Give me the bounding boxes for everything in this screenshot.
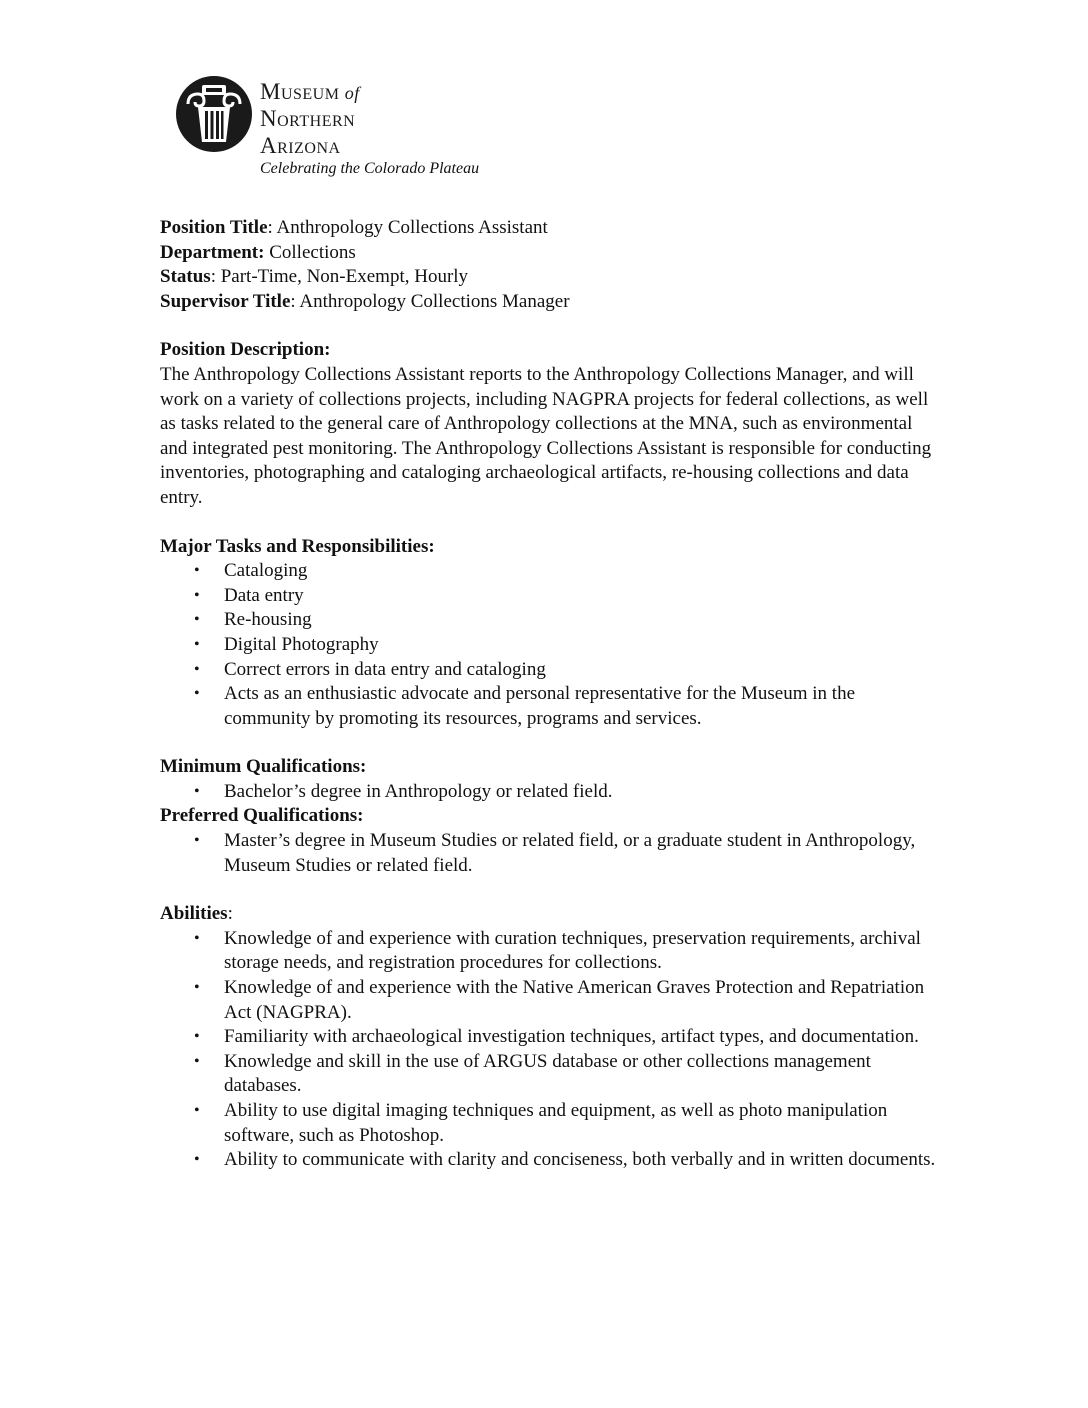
list-item: • Knowledge and skill in the use of ARGUS database or other collections management databases. bbox=[160, 1050, 940, 1099]
field-department: Department: Collections bbox=[160, 241, 356, 263]
list-item: • Acts as an enthusiastic advocate and personal representative for the Museum in the community by promoting its resources, programs and services. bbox=[160, 682, 940, 731]
list-item: • Ability to use digital imaging techniques and equipment, as well as photo manipulation software, such as Photoshop. bbox=[160, 1099, 940, 1148]
list-item: • Cataloging bbox=[160, 559, 940, 584]
minimum-list bbox=[160, 780, 940, 805]
field-supervisor-title: Supervisor Title: Anthropology Collections Manager bbox=[160, 290, 570, 312]
tasks-list bbox=[160, 559, 940, 731]
list-item: • Re-housing bbox=[160, 608, 940, 633]
logo-wordmark: MUSEUM of NORTHERN ARIZONA bbox=[260, 79, 360, 158]
header-fields bbox=[160, 216, 940, 314]
section-preferred-qualifications bbox=[160, 804, 940, 878]
document-body bbox=[160, 216, 940, 1173]
section-heading: Abilities: bbox=[160, 903, 233, 925]
list-item: • Data entry bbox=[160, 584, 940, 609]
section-tasks bbox=[160, 535, 940, 732]
list-item: • Ability to communicate with clarity and conciseness, both verbally and in written documents. bbox=[160, 1148, 940, 1173]
list-item: • Correct errors in data entry and cataloging bbox=[160, 658, 940, 683]
section-minimum-qualifications bbox=[160, 755, 940, 804]
section-heading: Minimum Qualifications: bbox=[160, 756, 367, 778]
list-item: • Master’s degree in Museum Studies or related field, or a graduate student in Anthropology, Museum Studies or related field. bbox=[160, 829, 940, 878]
field-position-title: Position Title: Anthropology Collections Assistant bbox=[160, 217, 548, 238]
section-description bbox=[160, 338, 940, 510]
museum-emblem-icon bbox=[174, 74, 254, 154]
list-item: • Knowledge of and experience with the Native American Graves Protection and Repatriation Act (NAGPRA). bbox=[160, 976, 940, 1025]
list-item: • Knowledge of and experience with curation techniques, preservation requirements, archival storage needs, and registration procedures for collections. bbox=[160, 927, 940, 976]
section-abilities bbox=[160, 902, 940, 1173]
section-heading: Preferred Qualifications: bbox=[160, 805, 364, 827]
list-item: • Digital Photography bbox=[160, 633, 940, 658]
list-item: • Familiarity with archaeological investigation techniques, artifact types, and documentation. bbox=[160, 1025, 940, 1050]
logo-tagline: Celebrating the Colorado Plateau bbox=[260, 160, 480, 177]
list-item: • Bachelor’s degree in Anthropology or related field. bbox=[160, 780, 940, 805]
field-status: Status: Part-Time, Non-Exempt, Hourly bbox=[160, 266, 469, 288]
preferred-list bbox=[160, 829, 940, 878]
section-heading: Position Description: bbox=[160, 339, 331, 361]
description-text: The Anthropology Collections Assistant reports to the Anthropology Collections Manager, and will work on a variety of collections projects, including NAGPRA projects for federal collections, as well as tasks related to the general care of Anthropology collections at the MNA, such as environmental and integrated pest monitoring. The Anthropology Collections Assistant is responsible for conducting inventories, photographing and cataloging archaeological artifacts, re-housing collections and data entry. bbox=[160, 363, 932, 508]
abilities-list bbox=[160, 927, 940, 1173]
section-heading: Major Tasks and Responsibilities: bbox=[160, 535, 435, 557]
museum-logo bbox=[174, 74, 504, 184]
